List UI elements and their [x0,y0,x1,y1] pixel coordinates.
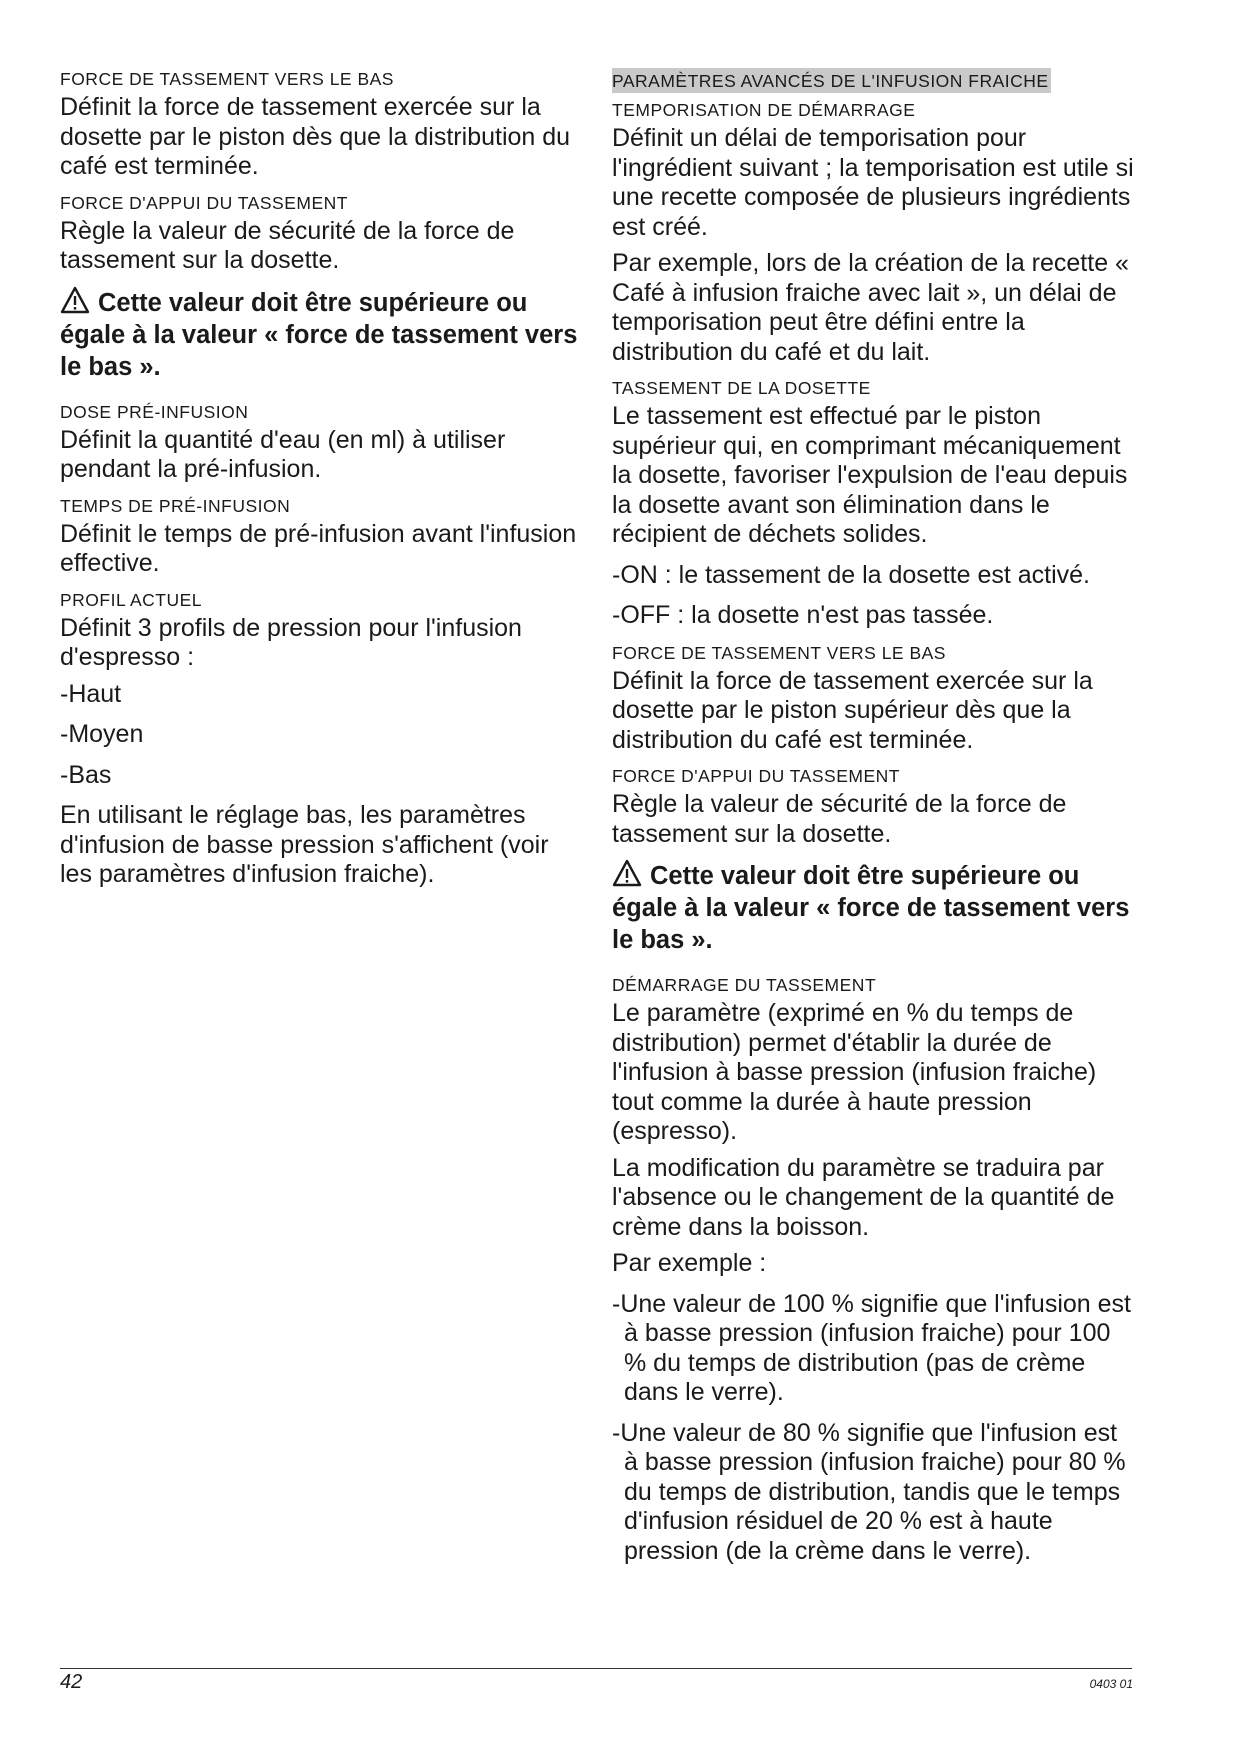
warning-text: Cette valeur doit être supérieure ou égale à la valeur « force de tassement vers le bas ». [612,862,1130,954]
section-text: Par exemple : [612,1249,767,1277]
banner-text: PARAMÈTRES AVANCÉS DE L'INFUSION FRAICHE [612,68,1051,93]
section-text: Le tassement est effectué par le piston supérieur qui, en comprimant mécaniquement la dosette, favoriser l'expulsion de l'eau depuis la dosette avant son élimination dans le récipient de déchets solides. [612,402,1128,548]
section-text: Définit la force de tassement exercée sur la dosette par le piston dès que la distribution du café est terminée. [60,93,571,180]
section-heading: TEMPORISATION DE DÉMARRAGE [612,100,916,120]
warning-note [60,286,580,383]
section-temps-preinfusion [60,495,580,579]
section-force-tassement [60,68,580,182]
section-heading: PROFIL ACTUEL [60,589,202,610]
section-heading: FORCE DE TASSEMENT VERS LE BAS [612,642,946,663]
list-item: -Haut [60,679,122,708]
list-item: -Moyen [60,720,144,748]
section-heading: TEMPS DE PRÉ-INFUSION [60,495,291,516]
section-text: Définit la force de tassement exercée sur la dosette par le piston supérieur dès que la distribution du café est terminée. [612,666,1093,754]
list-item: -ON : le tassement de la dosette est activé. [612,560,1091,589]
section-tassement-dosette [612,377,1137,631]
document-code: 0403 01 [1089,1677,1133,1691]
list-item: -Bas [60,760,112,789]
warning-triangle-icon [612,859,642,887]
footer-divider [60,1668,1132,1669]
list-item: -Une valeur de 100 % signifie que l'infusion est à basse pression (infusion fraiche) pour 100 % du temps de distribution (pas de crème dans le verre). [612,1289,1131,1406]
section-text: Règle la valeur de sécurité de la force de tassement sur la dosette. [612,790,1067,848]
section-text: Définit le temps de pré-infusion avant l'infusion effective. [60,519,577,577]
section-heading: FORCE D'APPUI DU TASSEMENT [60,192,348,213]
warning-text: Cette valeur doit être supérieure ou égale à la valeur « force de tassement vers le bas ». [60,288,578,381]
section-text: La modification du paramètre se traduira par l'absence ou le changement de la quantité de crème dans la boisson. [612,1153,1115,1241]
section-force-tassement [612,642,1137,756]
section-force-appui [612,765,1137,849]
section-profil-actuel [60,589,580,890]
section-dose-preinfusion [60,401,580,485]
section-heading: DOSE PRÉ-INFUSION [60,401,249,422]
section-text: Définit 3 profils de pression pour l'infusion d'espresso : [60,613,522,671]
section-heading: FORCE D'APPUI DU TASSEMENT [612,766,900,786]
section-text: Définit la quantité d'eau (en ml) à utiliser pendant la pré-infusion. [60,425,506,483]
section-demarrage-tassement [612,974,1137,1566]
list-item: -OFF : la dosette n'est pas tassée. [612,601,994,629]
section-heading: TASSEMENT DE LA DOSETTE [612,378,871,398]
warning-triangle-icon [60,286,90,314]
section-text: En utilisant le réglage bas, les paramètres d'infusion de basse pression s'affichent (voir les paramètres d'infusion fraiche). [60,801,549,888]
section-text: Le paramètre (exprimé en % du temps de distribution) permet d'établir la durée de l'infusion à basse pression (infusion fraiche) tout comme la durée à haute pression (espresso). [612,999,1097,1145]
warning-note [612,859,1137,956]
section-heading: FORCE DE TASSEMENT VERS LE BAS [60,69,394,89]
section-text: Règle la valeur de sécurité de la force de tassement sur la dosette. [60,216,515,274]
section-text: Définit un délai de temporisation pour l'ingrédient suivant ; la temporisation est utile si une recette composée de plusieurs ingrédients est créé. [612,124,1134,241]
page-number: 42 [60,1671,83,1693]
section-force-appui [60,192,580,276]
section-text: Par exemple, lors de la création de la recette « Café à infusion fraiche avec lait », un délai de temporisation peut être défini entre la distribution du café et du lait. [612,249,1129,366]
section-temporisation [612,99,1137,367]
advanced-parameters-banner [612,68,1137,93]
section-heading: DÉMARRAGE DU TASSEMENT [612,975,877,995]
left-column [60,68,580,900]
list-item: -Une valeur de 80 % signifie que l'infusion est à basse pression (infusion fraiche) pour 80 % du temps de distribution, tandis que le temps d'infusion résiduel de 20 % est à haute pression (de la crème dans le verre). [612,1418,1126,1565]
right-column [612,68,1137,1577]
